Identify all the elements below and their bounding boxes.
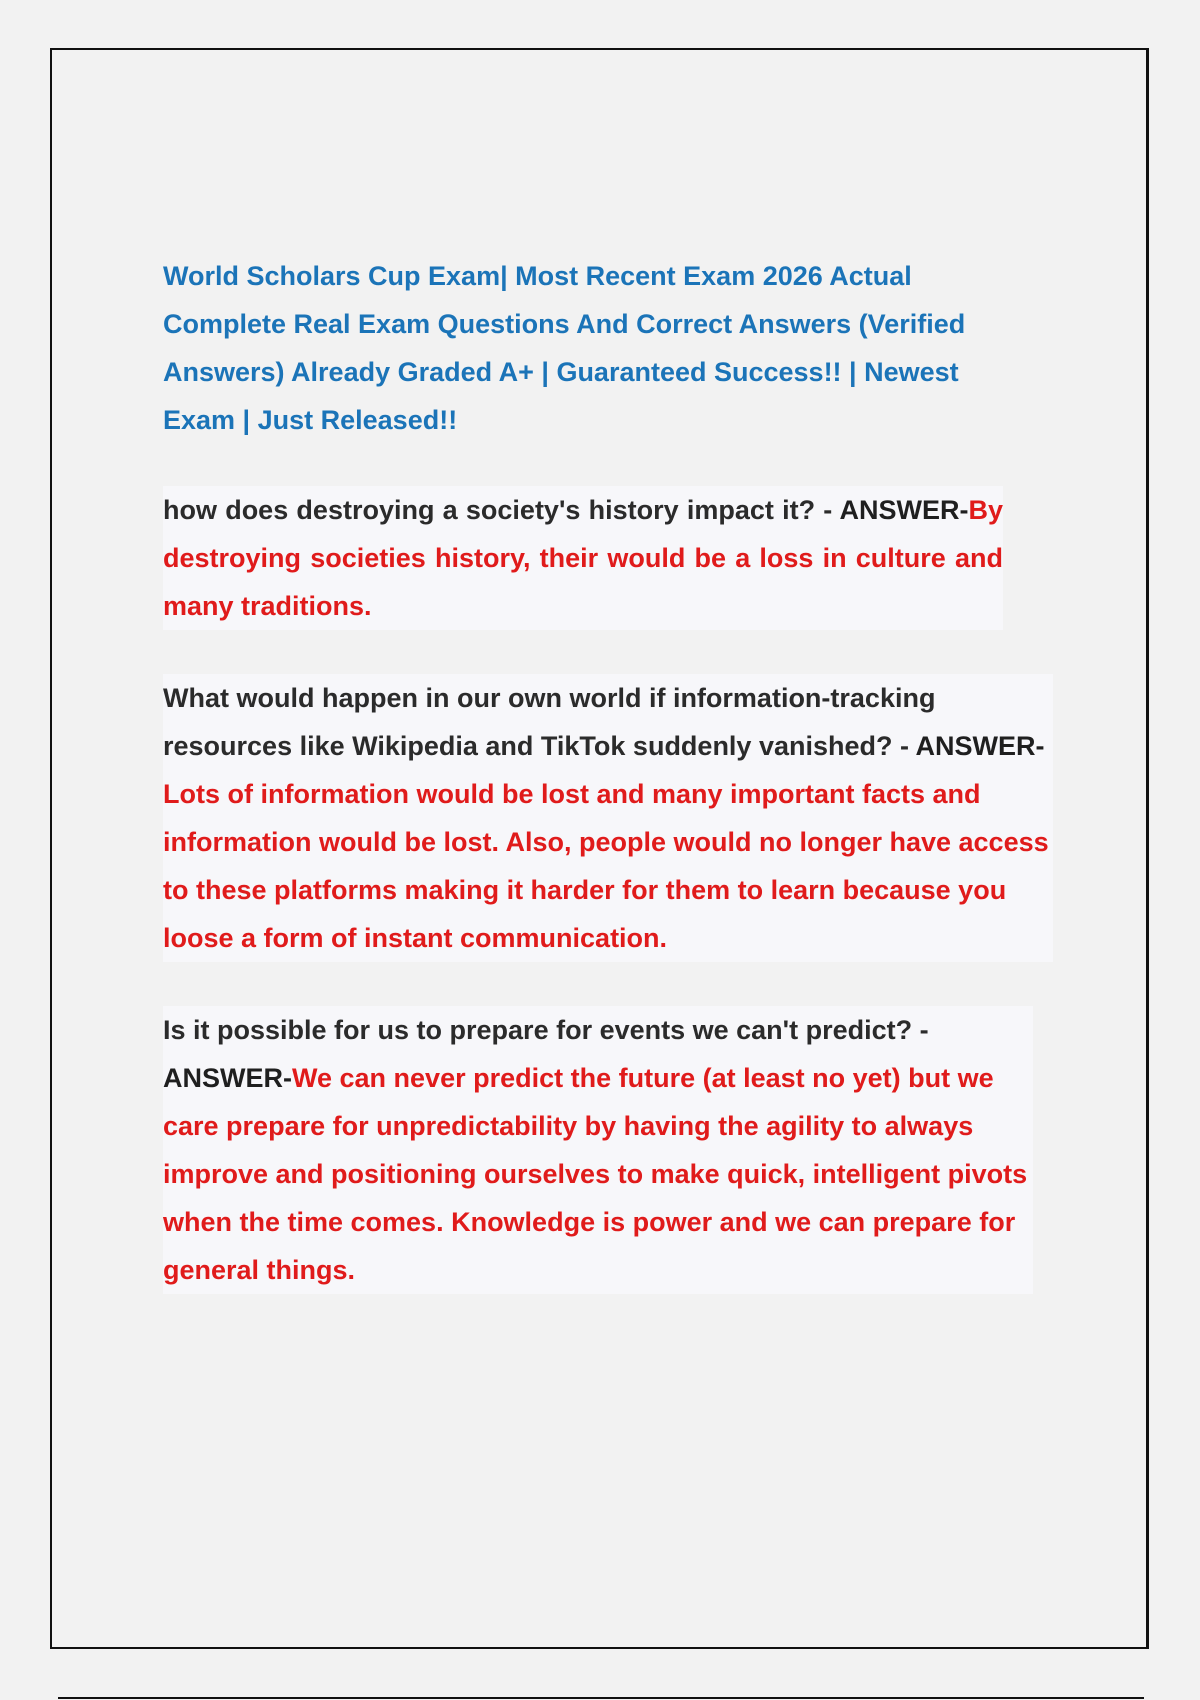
answer-text: By destroying societies history, their would be a loss in culture and many traditions. [163, 495, 1003, 621]
answer-text: Lots of information would be lost and many important facts and information would be lost. Also, people would no longer have access to these platforms making it harder for them to learn because you loose a form of instant communication. [163, 779, 1049, 953]
qa-item-1 [163, 486, 1003, 630]
answer-text: We can never predict the future (at least no yet) but we care prepare for unpredictability by having the agility to always improve and positioning ourselves to make quick, intelligent pivots when the time comes. Knowledge is power and we can prepare for general things. [163, 1063, 1028, 1285]
answer-prefix: ANSWER- [839, 495, 969, 525]
answer-prefix: ANSWER- [915, 731, 1045, 761]
question-text: how does destroying a society's history impact it? - [163, 495, 833, 525]
document-content [163, 252, 1053, 1294]
question-text: What would happen in our own world if information-tracking resources like Wikipedia and TikTok suddenly vanished? - [163, 683, 936, 761]
qa-item-2 [163, 674, 1053, 962]
qa-item-3 [163, 1006, 1033, 1294]
answer-prefix: ANSWER- [163, 1063, 292, 1093]
page-bottom-rule [58, 1697, 1144, 1699]
question-text: Is it possible for us to prepare for events we can't predict? - [163, 1015, 929, 1045]
document-title: World Scholars Cup Exam| Most Recent Exam 2026 Actual Complete Real Exam Questions And Correct Answers (Verified Answers) Already Graded A+ | Guaranteed Success!! | Newest Exam | Just Released!! [163, 261, 966, 435]
